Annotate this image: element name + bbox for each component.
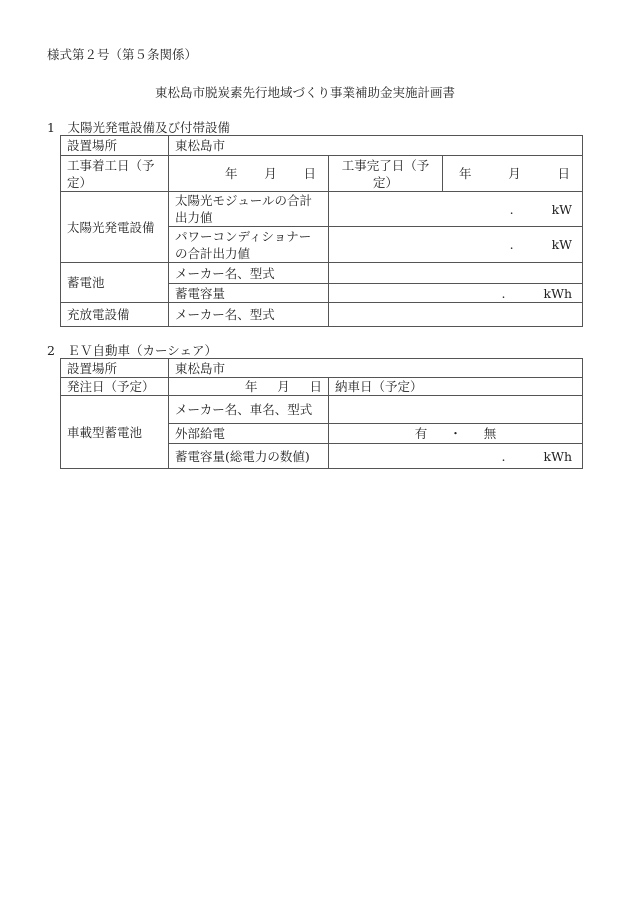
- ev-capacity-label: 蓄電容量(総電力の数値): [169, 444, 329, 469]
- order-date-label: 発注日（予定）: [61, 378, 169, 396]
- location-value[interactable]: 東松島市: [169, 136, 583, 156]
- battery-capacity-label: 蓄電容量: [169, 284, 329, 303]
- ev-battery-label: 車載型蓄電池: [61, 396, 169, 469]
- month: 月: [264, 166, 277, 181]
- module-output-field[interactable]: [329, 192, 583, 227]
- solar-label: 太陽光発電設備: [61, 192, 169, 263]
- day: 日: [557, 166, 570, 181]
- pcs-output-label: パワーコンディショナーの合計出力値: [169, 227, 329, 263]
- form-number: 様式第２号（第５条関係）: [47, 47, 198, 62]
- end-date-field[interactable]: [443, 156, 583, 192]
- day: 日: [303, 166, 316, 181]
- ev-capacity-field[interactable]: [329, 444, 583, 469]
- battery-label: 蓄電池: [61, 263, 169, 303]
- ev-table: [60, 358, 583, 469]
- solar-table: [60, 135, 583, 327]
- external-power-label: 外部給電: [169, 424, 329, 444]
- unit-kwh: kWh: [543, 285, 572, 301]
- decimal-point: .: [509, 201, 514, 217]
- year: 年: [245, 379, 258, 394]
- unit-kw: kW: [551, 201, 572, 217]
- decimal-point: .: [501, 285, 506, 301]
- start-date-field[interactable]: [169, 156, 329, 192]
- end-date-label: 工事完了日（予定）: [329, 156, 443, 192]
- battery-maker-label: メーカー名、型式: [169, 263, 329, 284]
- ev-location-label: 設置場所: [61, 359, 169, 378]
- battery-capacity-field[interactable]: [329, 284, 583, 303]
- month: 月: [508, 166, 521, 181]
- charger-maker-field[interactable]: [329, 303, 583, 327]
- ev-maker-label: メーカー名、車名、型式: [169, 396, 329, 424]
- decimal-point: .: [509, 237, 514, 252]
- start-date-label: 工事着工日（予定）: [61, 156, 169, 192]
- option-no[interactable]: 無: [483, 426, 497, 441]
- ev-location-value[interactable]: 東松島市: [169, 359, 583, 378]
- page-title: 東松島市脱炭素先行地域づくり事業補助金実施計画書: [155, 85, 456, 100]
- separator: ・: [449, 426, 462, 441]
- order-date-field[interactable]: [169, 378, 329, 396]
- year: 年: [225, 166, 238, 181]
- module-output-label: 太陽光モジュールの合計出力値: [169, 192, 329, 227]
- year: 年: [459, 166, 472, 181]
- unit-kwh: kWh: [543, 448, 572, 464]
- ev-maker-field[interactable]: [329, 396, 583, 424]
- unit-kw: kW: [551, 237, 572, 252]
- decimal-point: .: [501, 448, 506, 464]
- month: 月: [277, 379, 290, 394]
- section1-heading: 1 太陽光発電設備及び付帯設備: [47, 120, 230, 135]
- location-label: 設置場所: [61, 136, 169, 156]
- delivery-date-label[interactable]: 納車日（予定）: [329, 378, 583, 396]
- pcs-output-field[interactable]: [329, 227, 583, 263]
- day: 日: [309, 379, 322, 394]
- external-power-choice[interactable]: [329, 424, 583, 444]
- section2-heading: 2 ＥＶ自動車（カーシェア）: [47, 343, 217, 358]
- option-yes[interactable]: 有: [414, 426, 428, 441]
- battery-maker-field[interactable]: [329, 263, 583, 284]
- charger-maker-label: メーカー名、型式: [169, 303, 329, 327]
- charger-label: 充放電設備: [61, 303, 169, 327]
